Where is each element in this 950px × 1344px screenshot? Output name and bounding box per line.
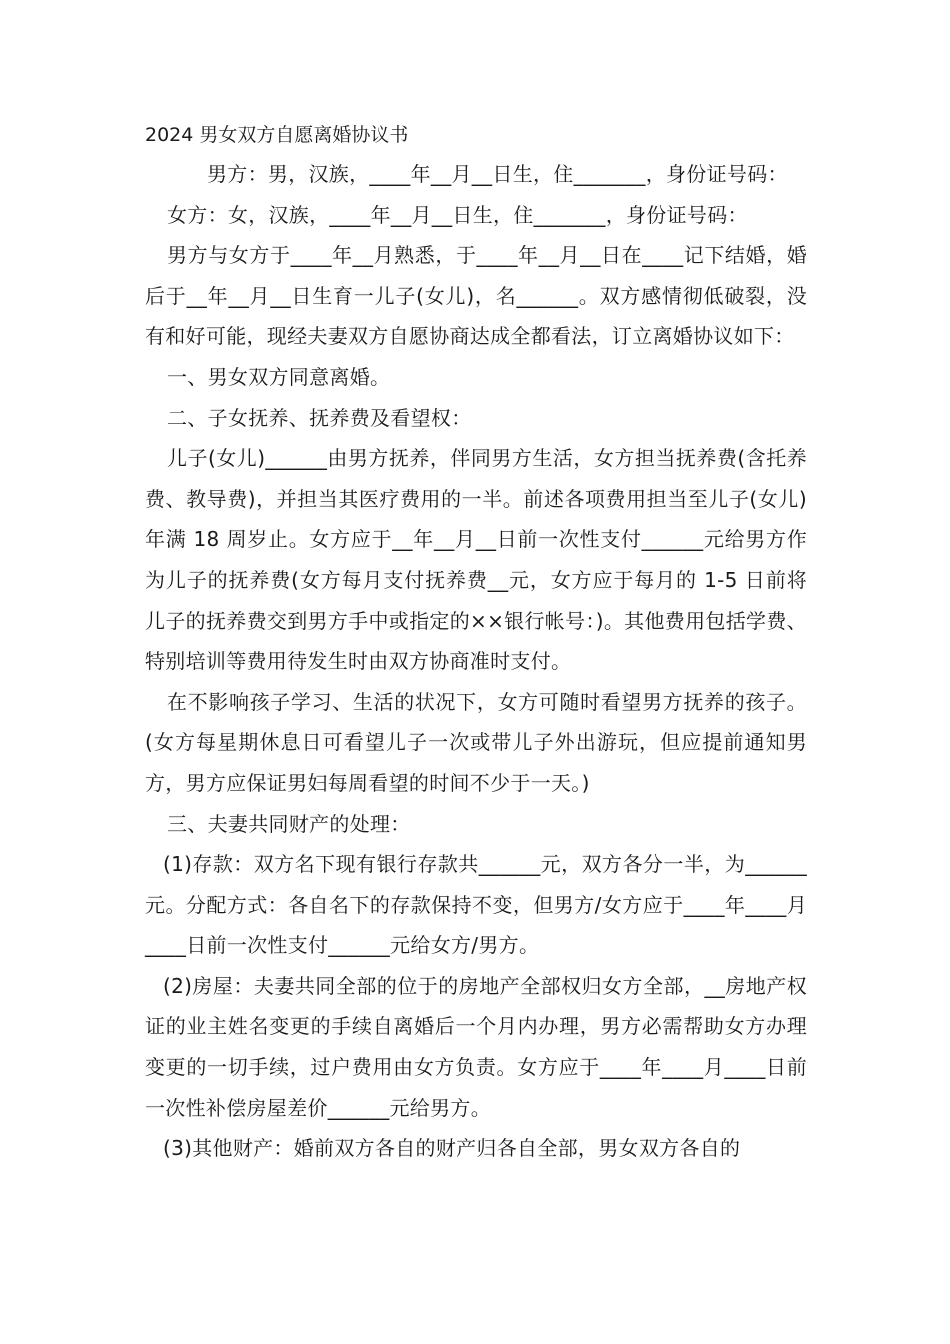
paragraph-marriage-background: 男方与女方于____年__月熟悉，于____年__月__日在____记下结婚，婚后于__年__月__日生育一儿子(女儿)，名______。双方感情彻低破裂，没有和好可能，现经夫妻双方自愿协商达成全都看法，订立离婚协议如下： [145, 243, 807, 349]
clause-1-heading: 一、男女双方同意离婚。 [167, 364, 391, 389]
clause-3-heading: 三、夫妻共同财产的处理： [167, 811, 411, 836]
paragraph-husband-info: 男方：男，汉族，____年__月__日生，住_______，身份证号码： [207, 162, 788, 186]
paragraph-other-property: (3)其他财产：婚前双方各自的财产归各自全部，男女双方各自的 [163, 1136, 741, 1161]
paragraph-savings: (1)存款：双方名下现有银行存款共______元，双方各分一半，为______元。分配方式：各自名下的存款保持不变，但男方/女方应于____年____月____日前一次性支付______元给女方/男方。 [145, 852, 807, 958]
clause-2-heading: 二、子女抚养、抚养费及看望权： [167, 405, 472, 430]
paragraph-visitation: 在不影响孩子学习、生活的状况下，女方可随时看望男方抚养的孩子。(女方每星期休息日可看望儿子一次或带儿子外出游玩，但应提前通知男方，男方应保证男妇每周看望的时间不少于一天。) [145, 689, 807, 795]
document-body [145, 117, 807, 1169]
document-title: 2024 男女双方自愿离婚协议书 [145, 124, 409, 146]
paragraph-wife-info: 女方：女，汉族，____年__月__日生，住_______，身份证号码： [167, 202, 748, 227]
paragraph-child-support: 儿子(女儿)______由男方抚养，伴同男方生活，女方担当抚养费(含托养费、教导费)，并担当其医疗费用的一半。前述各项费用担当至儿子(女儿) 年满 18 周岁止。女方应于__年__月__日前一次性支付______元给男方作为儿子的抚养费(女方每月支付抚养费__元，女方应于每月的 1-5 日前将儿子的抚养费交到男方手中或指定的××银行帐号：)。其他费用包括学费、特别培训等费用待发生时由双方协商准时支付。 [145, 446, 807, 674]
paragraph-house: (2)房屋：夫妻共同全部的位于的房地产全部权归女方全部，__房地产权证的业主姓名变更的手续自离婚后一个月内办理，男方必需帮助女方办理变更的一切手续，过户费用由女方负责。女方应于____年____月____日前一次性补偿房屋差价______元给男方。 [145, 973, 807, 1120]
